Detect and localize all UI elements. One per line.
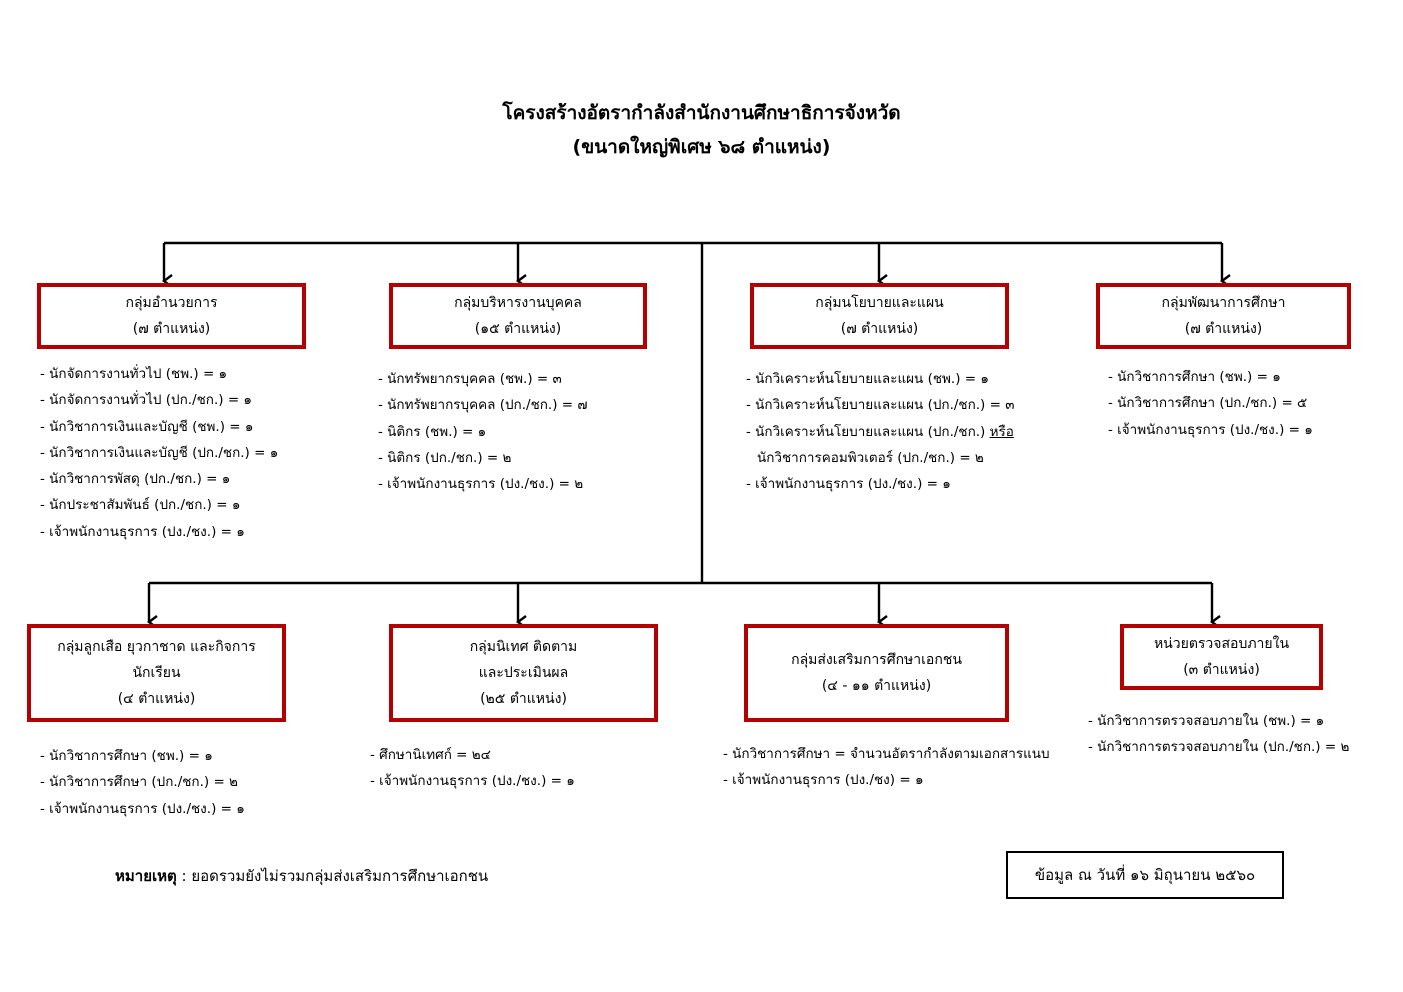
- group-box-internal-audit: [1120, 624, 1323, 690]
- position-text: - นักวิเคราะห์นโยบายและแผน (ปก./ชก.): [746, 423, 986, 440]
- position-item: - เจ้าพนักงานธุรการ (ปง./ชง.) = ๑: [370, 773, 575, 790]
- group-positions-policy-plan: [746, 366, 1014, 497]
- position-item: - นักวิเคราะห์นโยบายและแผน (ชพ.) = ๑: [746, 371, 989, 387]
- position-item: - นักจัดการงานทั่วไป (ปก./ชก.) = ๑: [40, 392, 252, 409]
- position-item: - ศึกษานิเทศก์ = ๒๔: [370, 747, 491, 763]
- position-item: - นักวิชาการศึกษา = จำนวนอัตรากำลังตามเอกสารแนบ: [723, 746, 1050, 762]
- group-count: (๗ ตำแหน่ง): [1184, 321, 1263, 337]
- group-name: กลุ่มนิเทศ ติดตาม: [469, 639, 578, 655]
- position-item: - นักวิชาการเงินและบัญชี (ปก./ชก.) = ๑: [40, 444, 279, 461]
- group-box-supervision: [389, 624, 658, 722]
- position-item: - นักวิชาการเงินและบัญชี (ชพ.) = ๑: [40, 418, 254, 435]
- position-item: [746, 419, 1014, 445]
- position-item: - เจ้าพนักงานธุรการ (ปง./ชง.) = ๒: [378, 476, 584, 493]
- group-box-policy-plan: [750, 283, 1009, 349]
- position-item: - นิติกร (ชพ.) = ๑: [378, 423, 487, 440]
- position-item: - นักประชาสัมพันธ์ (ปก./ชก.) = ๑: [40, 497, 241, 514]
- data-date-box: [1006, 851, 1284, 899]
- group-positions-private-education: [723, 741, 1050, 794]
- position-item: - นักจัดการงานทั่วไป (ชพ.) = ๑: [40, 366, 228, 382]
- group-count: (๒๕ ตำแหน่ง): [480, 691, 567, 707]
- position-item: - นักวิเคราะห์นโยบายและแผน (ปก./ชก.) = ๓: [746, 397, 1015, 414]
- group-positions-internal-audit: [1088, 708, 1349, 761]
- group-name: กลุ่มส่งเสริมการศึกษาเอกชน: [791, 652, 962, 668]
- group-positions-education-development: [1108, 364, 1313, 443]
- group-positions-supervision: [370, 742, 575, 795]
- group-count: (๑๕ ตำแหน่ง): [474, 321, 562, 337]
- group-count: (๓ ตำแหน่ง): [1183, 662, 1260, 678]
- group-count: (๗ ตำแหน่ง): [840, 321, 919, 337]
- position-item: - เจ้าพนักงานธุรการ (ปง./ชง.) = ๑: [40, 523, 245, 540]
- position-item: - นักวิชาการศึกษา (ปก./ชก.) = ๒: [40, 774, 238, 791]
- group-name-line2: และประเมินผล: [478, 665, 569, 681]
- group-count: (๔ ตำแหน่ง): [117, 691, 196, 707]
- footnote-label: หมายเหตุ: [115, 867, 177, 885]
- group-name-line2: นักเรียน: [132, 665, 181, 681]
- position-item: นักวิชาการคอมพิวเตอร์ (ปก./ชก.) = ๒: [757, 449, 984, 466]
- chart-title: โครงสร้างอัตรากำลังสำนักงานศึกษาธิการจังหวัด: [502, 102, 901, 124]
- position-item: - นักทรัพยากรบุคคล (ชพ.) = ๓: [378, 371, 562, 387]
- position-item: - นักวิชาการพัสดุ (ปก./ชก.) = ๑: [40, 471, 231, 488]
- position-item: - เจ้าพนักงานธุรการ (ปง./ชง.) = ๑: [746, 476, 951, 493]
- group-name: กลุ่มลูกเสือ ยุวกาชาด และกิจการ: [57, 639, 256, 655]
- group-box-education-development: [1096, 283, 1351, 349]
- position-item: - นักวิชาการตรวจสอบภายใน (ชพ.) = ๑: [1088, 713, 1325, 729]
- group-box-personnel: [389, 283, 647, 349]
- position-item: - เจ้าพนักงานธุรการ (ปง./ชง.) = ๑: [1108, 421, 1313, 438]
- group-box-administration: [37, 283, 306, 349]
- group-positions-personnel: [378, 366, 588, 497]
- group-name: กลุ่มพัฒนาการศึกษา: [1161, 295, 1286, 311]
- group-name: กลุ่มนโยบายและแผน: [815, 295, 944, 311]
- position-item: - นักทรัพยากรบุคคล (ปก./ชก.) = ๗: [378, 397, 588, 414]
- group-name: หน่วยตรวจสอบภายใน: [1153, 636, 1290, 652]
- or-connector: หรือ: [989, 423, 1014, 440]
- chart-subtitle: (ขนาดใหญ่พิเศษ ๖๘ ตำแหน่ง): [572, 136, 831, 158]
- position-item: - เจ้าพนักงานธุรการ (ปง./ชง.) = ๑: [40, 800, 245, 817]
- group-positions-scouts-students: [40, 743, 245, 822]
- group-name: กลุ่มอำนวยการ: [125, 295, 218, 311]
- position-item: - นิติกร (ปก./ชก.) = ๒: [378, 449, 512, 466]
- group-name: กลุ่มบริหารงานบุคคล: [454, 295, 582, 311]
- position-item: - นักวิชาการตรวจสอบภายใน (ปก./ชก.) = ๒: [1088, 739, 1350, 756]
- footnote: [115, 862, 488, 890]
- data-date: ข้อมูล ณ วันที่ ๑๖ มิถุนายน ๒๕๖๐: [1034, 866, 1256, 884]
- group-box-scouts-students: [27, 624, 286, 722]
- group-count: (๔ - ๑๑ ตำแหน่ง): [821, 678, 932, 694]
- group-box-private-education: [744, 624, 1009, 722]
- group-count: (๗ ตำแหน่ง): [132, 321, 211, 337]
- position-item: - เจ้าพนักงานธุรการ (ปง./ชง) = ๑: [723, 772, 924, 789]
- footnote-text: : ยอดรวมยังไม่รวมกลุ่มส่งเสริมการศึกษาเอกชน: [176, 867, 489, 885]
- position-item: - นักวิชาการศึกษา (ชพ.) = ๑: [40, 748, 213, 764]
- position-item: - นักวิชาการศึกษา (ปก./ชก.) = ๕: [1108, 395, 1308, 412]
- position-item: - นักวิชาการศึกษา (ชพ.) = ๑: [1108, 369, 1281, 385]
- group-positions-administration: [40, 361, 278, 545]
